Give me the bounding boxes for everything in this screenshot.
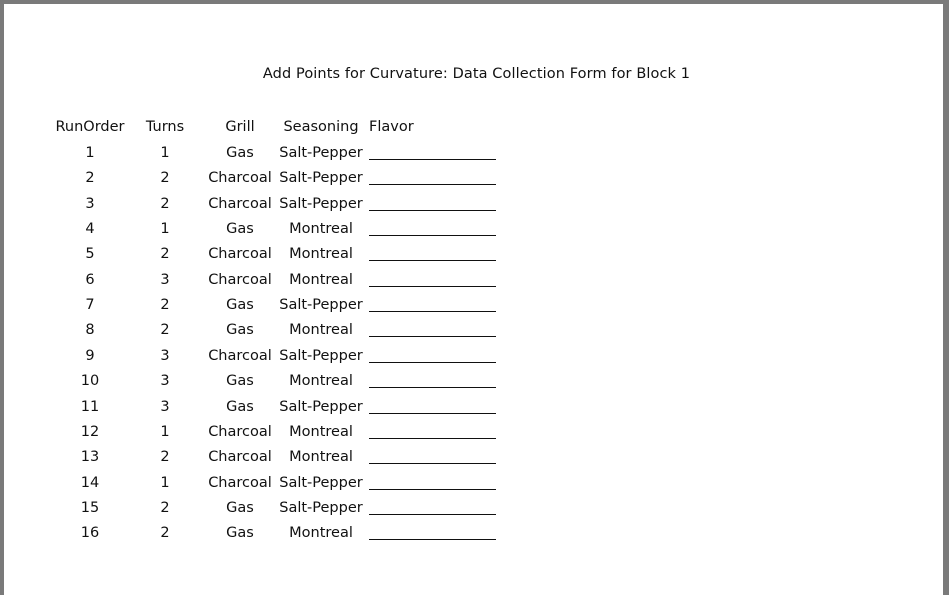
seasoning-cell: Salt-Pepper	[279, 145, 363, 161]
seasoning-cell: Salt-Pepper	[279, 297, 363, 314]
grill-cell: Charcoal	[208, 170, 272, 187]
header-seasoning: Seasoning	[283, 119, 359, 135]
run-order-cell: 13	[80, 449, 100, 466]
grill-cell: Gas	[226, 373, 254, 390]
seasoning-cell: Salt-Pepper	[279, 195, 363, 212]
run-order-cell: 1	[85, 145, 95, 161]
run-order-cell: 6	[85, 271, 95, 288]
seasoning-cell: Salt-Pepper	[279, 499, 363, 516]
seasoning-cell: Montreal	[289, 246, 353, 263]
grill-cell: Gas	[226, 525, 254, 542]
grill-cell: Charcoal	[208, 474, 272, 491]
run-order-cell: 9	[85, 347, 95, 364]
turns-cell: 3	[160, 398, 170, 415]
table-row	[4, 194, 943, 214]
flavor-entry-blank[interactable]	[369, 194, 496, 211]
run-order-cell: 14	[80, 474, 100, 491]
turns-cell: 1	[160, 145, 170, 161]
run-order-cell: 12	[80, 423, 100, 440]
table-row	[4, 320, 943, 340]
run-order-cell: 7	[85, 297, 95, 314]
turns-cell: 1	[160, 474, 170, 491]
flavor-entry-blank[interactable]	[369, 270, 496, 287]
seasoning-cell: Salt-Pepper	[279, 398, 363, 415]
table-row	[4, 244, 943, 264]
run-order-cell: 5	[85, 246, 95, 263]
turns-cell: 1	[160, 423, 170, 440]
grill-cell: Charcoal	[208, 449, 272, 466]
seasoning-cell: Montreal	[289, 322, 353, 339]
run-order-cell: 3	[85, 195, 95, 212]
turns-cell: 2	[160, 297, 170, 314]
grill-cell: Charcoal	[208, 423, 272, 440]
grill-cell: Gas	[226, 398, 254, 415]
turns-cell: 2	[160, 322, 170, 339]
grill-cell: Charcoal	[208, 246, 272, 263]
flavor-entry-blank[interactable]	[369, 447, 496, 464]
table-row	[4, 473, 943, 493]
turns-cell: 2	[160, 195, 170, 212]
flavor-entry-blank[interactable]	[369, 371, 496, 388]
flavor-entry-blank[interactable]	[369, 244, 496, 261]
table-row	[4, 523, 943, 543]
form-title: Add Points for Curvature: Data Collection Form for Block 1	[262, 66, 691, 82]
run-order-cell: 15	[80, 499, 100, 516]
flavor-entry-blank[interactable]	[369, 422, 496, 439]
table-row	[4, 422, 943, 442]
flavor-entry-blank[interactable]	[369, 397, 496, 414]
table-row	[4, 447, 943, 467]
seasoning-cell: Salt-Pepper	[279, 474, 363, 491]
grill-cell: Gas	[226, 297, 254, 314]
flavor-entry-blank[interactable]	[369, 168, 496, 185]
turns-cell: 2	[160, 246, 170, 263]
turns-cell: 3	[160, 373, 170, 390]
flavor-entry-blank[interactable]	[369, 498, 496, 515]
turns-cell: 3	[160, 271, 170, 288]
seasoning-cell: Montreal	[289, 449, 353, 466]
run-order-cell: 2	[85, 170, 95, 187]
flavor-entry-blank[interactable]	[369, 295, 496, 312]
header-grill: Grill	[225, 119, 255, 135]
flavor-entry-blank[interactable]	[369, 143, 496, 160]
seasoning-cell: Montreal	[289, 423, 353, 440]
run-order-cell: 8	[85, 322, 95, 339]
table-row	[4, 498, 943, 518]
turns-cell: 1	[160, 221, 170, 238]
grill-cell: Gas	[226, 322, 254, 339]
run-order-cell: 4	[85, 221, 95, 238]
grill-cell: Gas	[226, 145, 254, 161]
turns-cell: 2	[160, 499, 170, 516]
table-row	[4, 295, 943, 315]
table-row	[4, 219, 943, 239]
form-page	[4, 4, 943, 595]
grill-cell: Charcoal	[208, 271, 272, 288]
run-order-cell: 16	[80, 525, 100, 542]
grill-cell: Gas	[226, 221, 254, 238]
turns-cell: 2	[160, 525, 170, 542]
seasoning-cell: Salt-Pepper	[279, 170, 363, 187]
flavor-entry-blank[interactable]	[369, 523, 496, 540]
seasoning-cell: Montreal	[289, 525, 353, 542]
table-row	[4, 346, 943, 366]
header-run-order: RunOrder	[55, 119, 125, 135]
table-row	[4, 143, 943, 163]
seasoning-cell: Salt-Pepper	[279, 347, 363, 364]
run-order-cell: 11	[80, 398, 100, 415]
table-row	[4, 397, 943, 417]
turns-cell: 2	[160, 449, 170, 466]
seasoning-cell: Montreal	[289, 271, 353, 288]
table-row	[4, 270, 943, 290]
flavor-entry-blank[interactable]	[369, 320, 496, 337]
flavor-entry-blank[interactable]	[369, 473, 496, 490]
table-row	[4, 371, 943, 391]
grill-cell: Gas	[226, 499, 254, 516]
flavor-entry-blank[interactable]	[369, 219, 496, 236]
table-row	[4, 168, 943, 188]
run-order-cell: 10	[80, 373, 100, 390]
grill-cell: Charcoal	[208, 195, 272, 212]
seasoning-cell: Montreal	[289, 221, 353, 238]
header-turns: Turns	[145, 119, 185, 135]
turns-cell: 2	[160, 170, 170, 187]
flavor-entry-blank[interactable]	[369, 346, 496, 363]
table-header-row	[4, 117, 943, 137]
seasoning-cell: Montreal	[289, 373, 353, 390]
grill-cell: Charcoal	[208, 347, 272, 364]
header-flavor: Flavor	[369, 119, 414, 135]
turns-cell: 3	[160, 347, 170, 364]
